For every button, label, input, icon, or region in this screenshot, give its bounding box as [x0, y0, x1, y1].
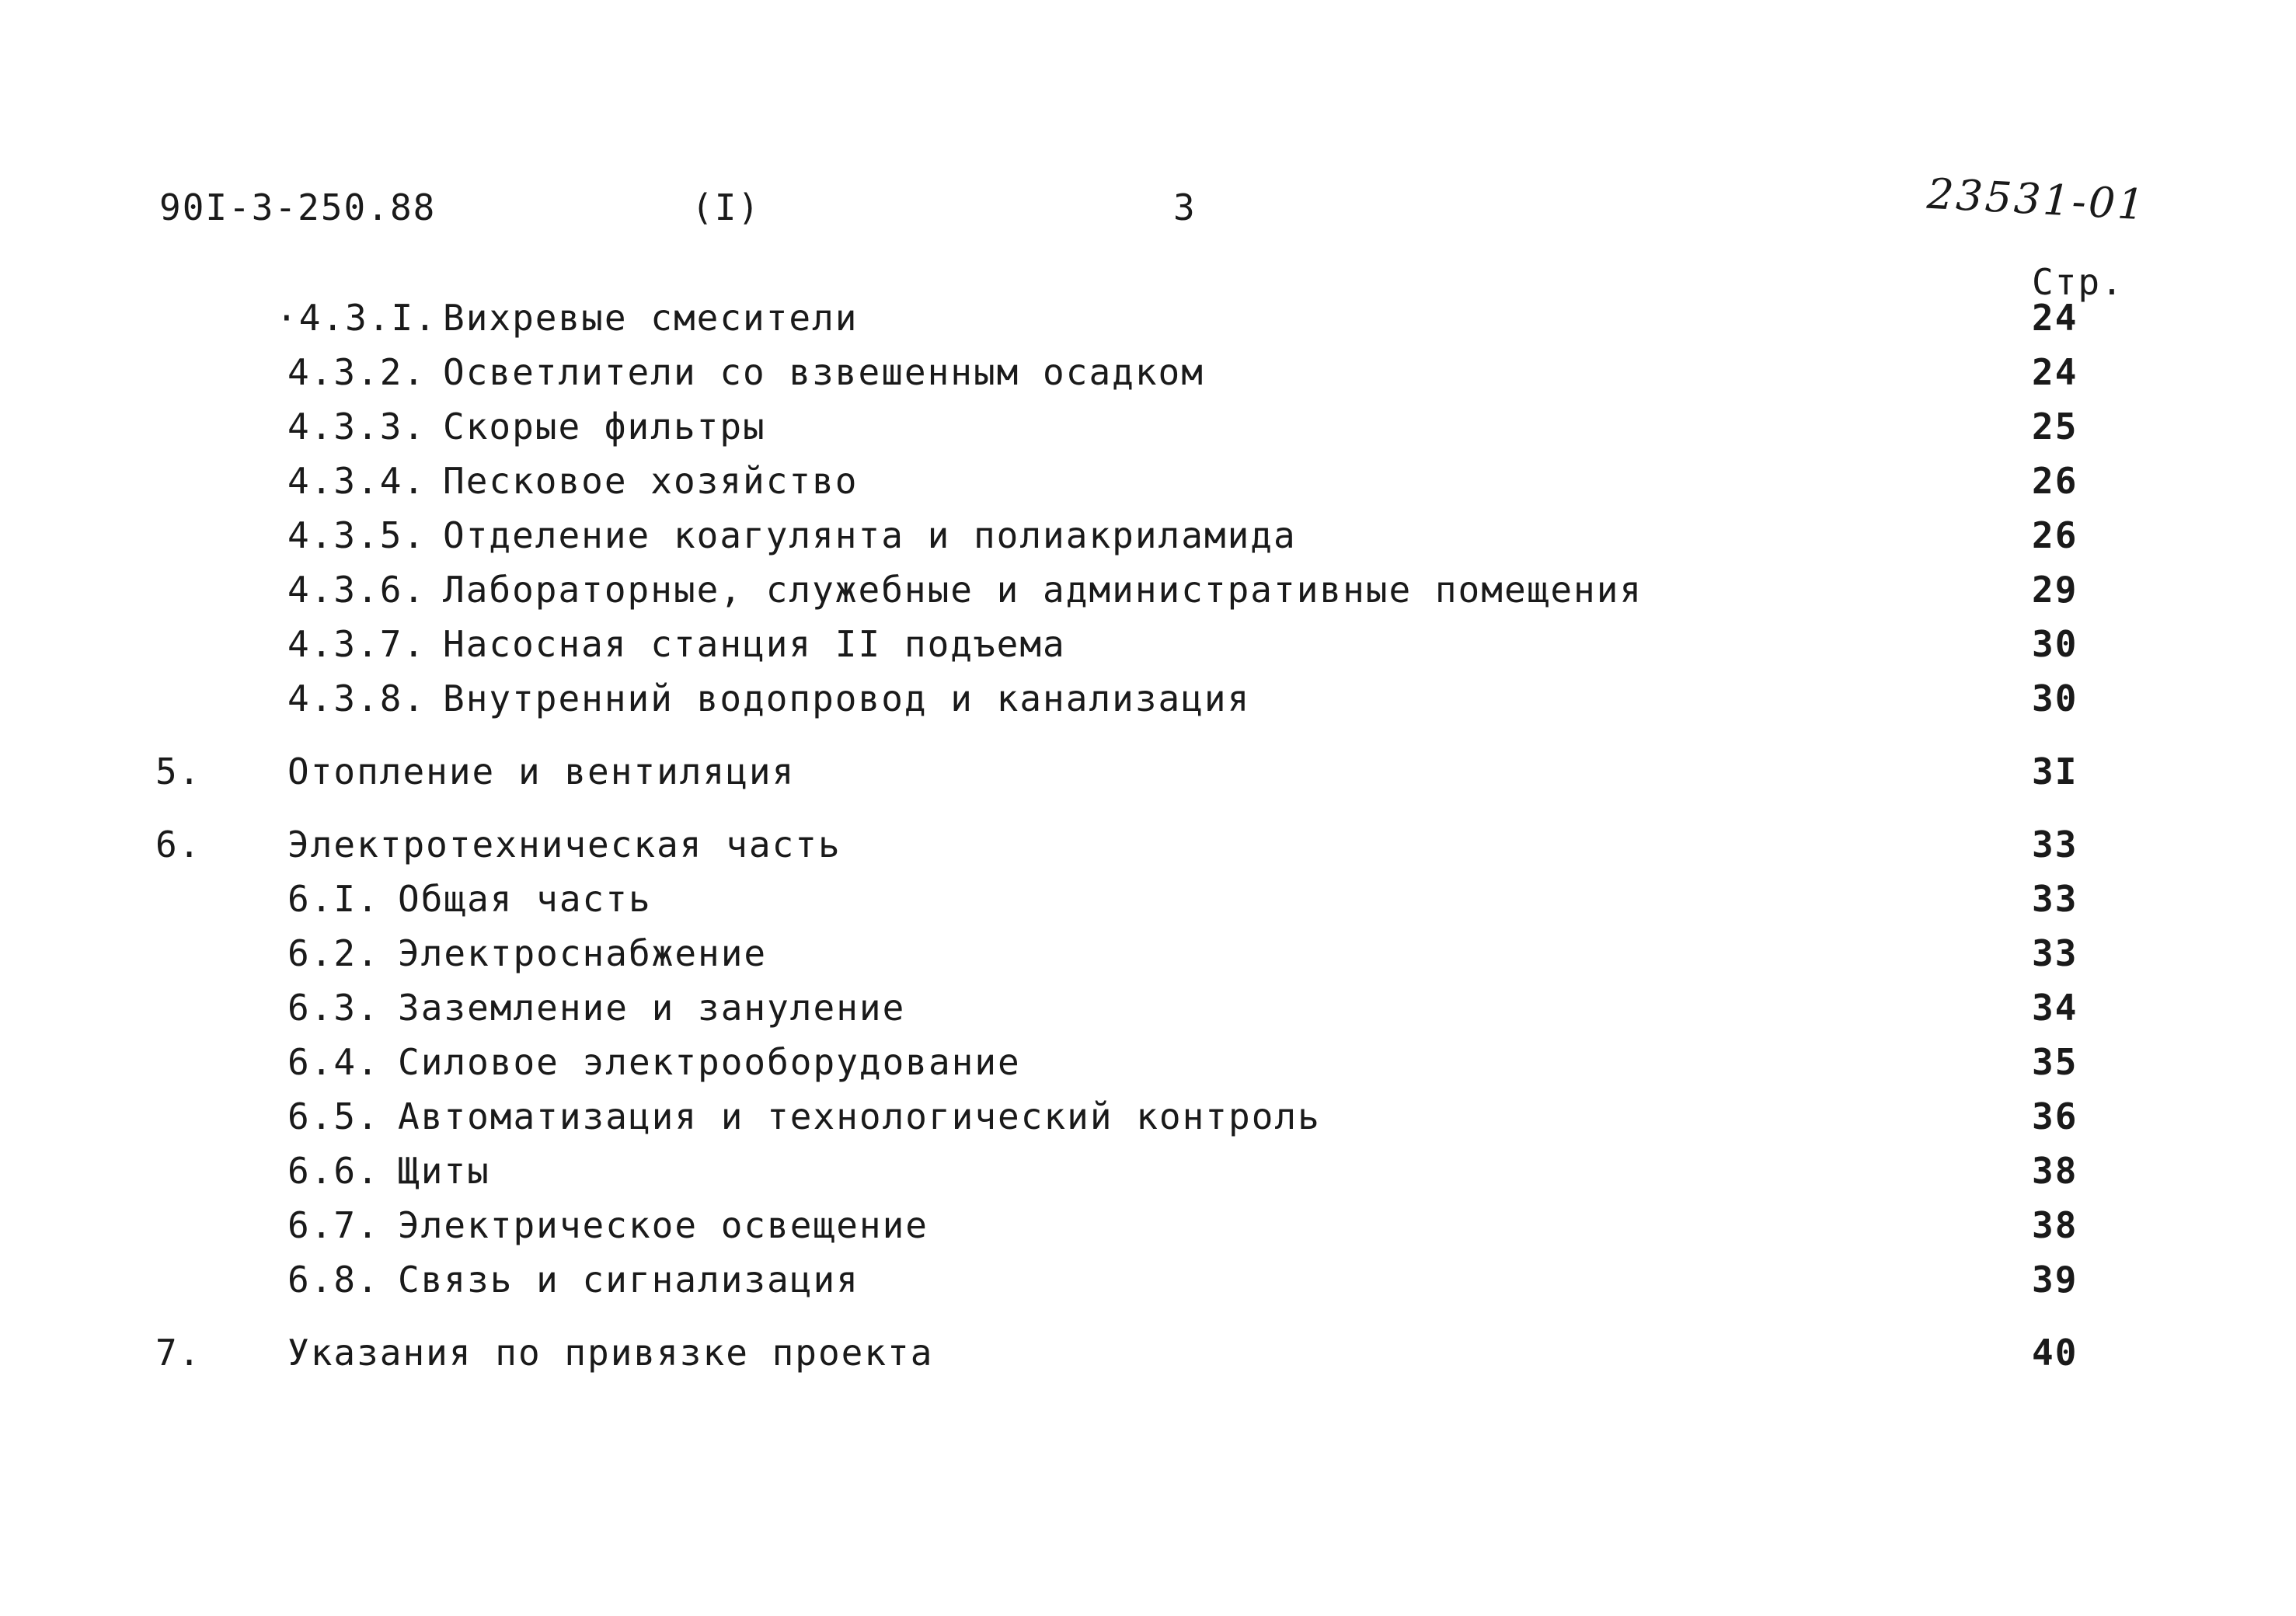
toc-number: 6.6.	[287, 1150, 380, 1192]
toc-title: Указания по привязке проекта	[287, 1332, 934, 1374]
toc-row-6-1	[0, 872, 2296, 926]
toc-page: 24	[2032, 351, 2078, 393]
toc-title: Силовое электрооборудование	[398, 1041, 1021, 1083]
toc-row-6-7	[0, 1198, 2296, 1252]
toc-title: Связь и сигнализация	[398, 1259, 859, 1301]
toc-title: Щиты	[398, 1150, 490, 1192]
toc-row-6-5	[0, 1089, 2296, 1144]
toc-number: 4.3.2.	[287, 351, 427, 393]
toc-title: Внутренний водопровод и канализация	[443, 677, 1251, 719]
toc-page: 36	[2032, 1095, 2078, 1137]
toc-title: Электрическое освещение	[398, 1204, 929, 1246]
toc-row-5	[0, 744, 2296, 799]
toc-row-4-3-3	[0, 399, 2296, 454]
toc-title: Песковое хозяйство	[443, 460, 859, 502]
toc-title: Электротехническая часть	[287, 824, 841, 865]
toc-number: 6.8.	[287, 1259, 380, 1301]
toc-number: 4.3.3.	[287, 406, 427, 448]
toc-title: Отделение коагулянта и полиакриламида	[443, 514, 1297, 556]
toc-number: 6.5.	[287, 1095, 380, 1137]
toc-page: 33	[2032, 878, 2078, 920]
toc-page: 29	[2032, 569, 2078, 611]
toc-page: 39	[2032, 1259, 2078, 1301]
toc-number: 4.3.8.	[287, 677, 427, 719]
toc-page: 35	[2032, 1041, 2078, 1083]
toc-row-4-3-7	[0, 617, 2296, 671]
toc-number: 5.	[155, 751, 202, 792]
toc-title: Скорые фильтры	[443, 406, 766, 448]
part-number: (I)	[692, 186, 761, 228]
toc-row-4-3-4	[0, 454, 2296, 508]
toc-title: Отопление и вентиляция	[287, 751, 796, 792]
toc-number: 6.2.	[287, 932, 380, 974]
toc-row-4-3-6	[0, 562, 2296, 617]
toc-row-6-3	[0, 980, 2296, 1035]
toc-page: 26	[2032, 514, 2078, 556]
page-number: 3	[1173, 186, 1197, 228]
toc-title: Автоматизация и технологический контроль	[398, 1095, 1321, 1137]
toc-page: 30	[2032, 677, 2078, 719]
toc-page: 3I	[2032, 751, 2078, 792]
toc-page: 38	[2032, 1204, 2078, 1246]
pages-column-label: Стр.	[2032, 261, 2124, 303]
toc-number: 6.7.	[287, 1204, 380, 1246]
toc-number: 7.	[155, 1332, 202, 1374]
toc-row-4-3-8	[0, 671, 2296, 726]
toc-page: 30	[2032, 623, 2078, 665]
toc-number: 4.3.7.	[287, 623, 427, 665]
toc-page: 34	[2032, 987, 2078, 1029]
toc-title: Насосная станция II подъема	[443, 623, 1066, 665]
toc-row-6-2	[0, 926, 2296, 980]
toc-row-6-8	[0, 1252, 2296, 1307]
toc-row-7	[0, 1325, 2296, 1380]
handwritten-reference: 23531-01	[1925, 169, 2148, 230]
toc-title: Вихревые смесители	[443, 297, 859, 339]
toc-title: Лабораторные, служебные и административные помещения	[443, 569, 1643, 611]
toc-page: 24	[2032, 297, 2078, 339]
toc-number: 4.3.5.	[287, 514, 427, 556]
document-code: 90I-3-250.88	[159, 186, 437, 228]
toc-title: Осветлители со взвешенным осадком	[443, 351, 1204, 393]
toc-page: 38	[2032, 1150, 2078, 1192]
toc-title: Общая часть	[398, 878, 652, 920]
toc-number: 6.I.	[287, 878, 380, 920]
toc-title: Электроснабжение	[398, 932, 768, 974]
toc-number: 6.3.	[287, 987, 380, 1029]
toc-number: 6.4.	[287, 1041, 380, 1083]
toc-page: 25	[2032, 406, 2078, 448]
toc-row-6	[0, 817, 2296, 872]
toc-number: 4.3.6.	[287, 569, 427, 611]
toc-row-4-3-2	[0, 345, 2296, 399]
toc-row-4-3-5	[0, 508, 2296, 562]
toc-page: 33	[2032, 932, 2078, 974]
toc-number: ·4.3.I.	[276, 297, 437, 339]
toc-number: 4.3.4.	[287, 460, 427, 502]
toc-row-6-6	[0, 1144, 2296, 1198]
toc-page: 33	[2032, 824, 2078, 865]
toc-page: 26	[2032, 460, 2078, 502]
toc-row-6-4	[0, 1035, 2296, 1089]
toc-row-4-3-1	[0, 291, 2296, 345]
toc-number: 6.	[155, 824, 202, 865]
toc-title: Заземление и зануление	[398, 987, 906, 1029]
toc-page: 40	[2032, 1332, 2078, 1374]
